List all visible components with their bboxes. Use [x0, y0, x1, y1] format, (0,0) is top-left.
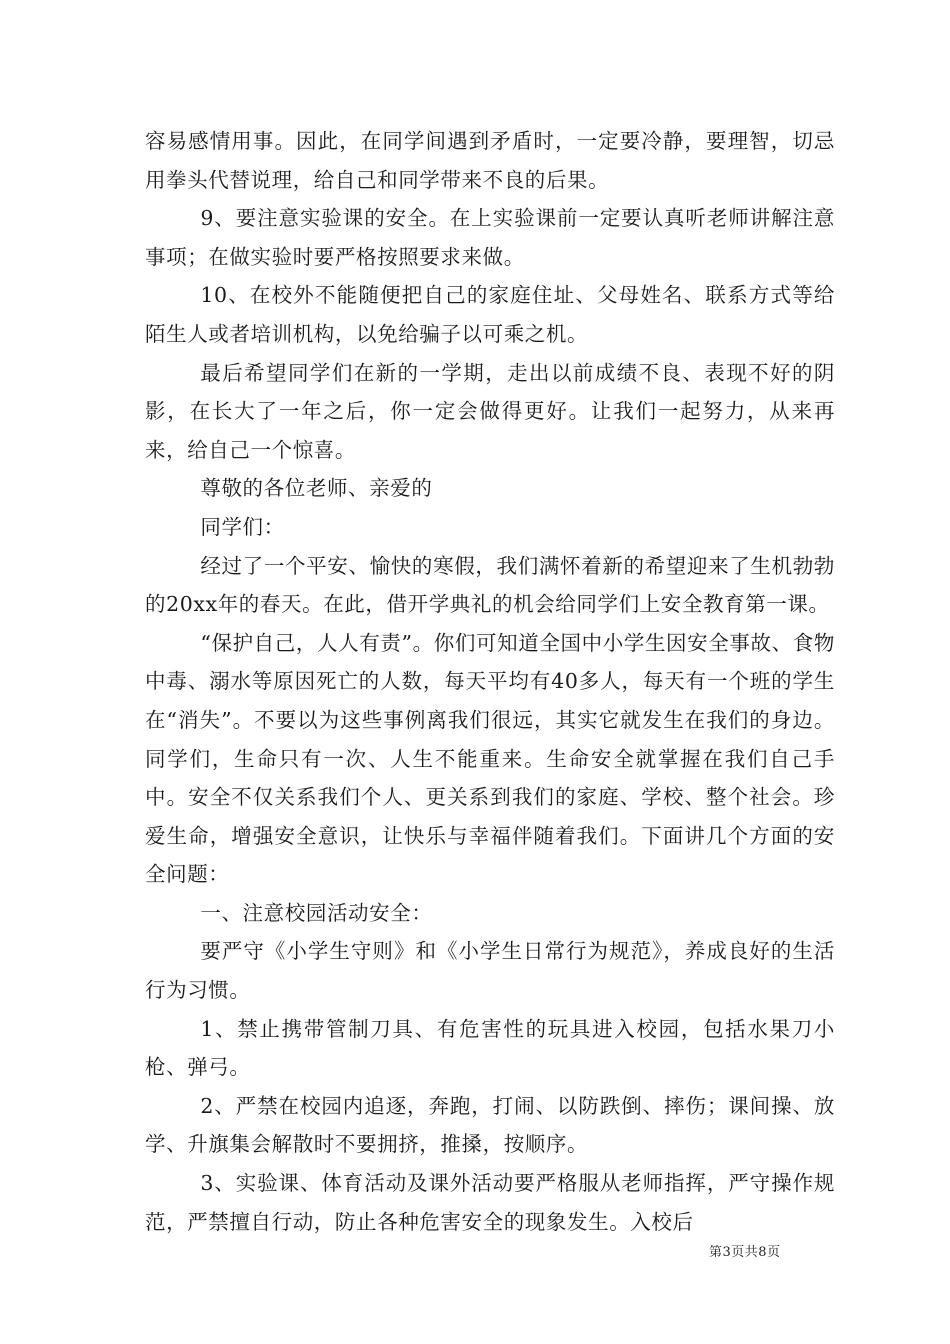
paragraph-intro: 经过了一个平安、愉快的寒假，我们满怀着新的希望迎来了生机勃勃的20xx年的春天。在此，借开学典礼的机会给同学们上安全教育第一课。: [145, 553, 835, 617]
paragraph-continuation: 容易感情用事。因此，在同学间遇到矛盾时，一定要冷静，要理智，切忌用拳头代替说理，给自己和同学带来不良的后果。: [145, 129, 835, 192]
section-heading-campus-safety: 一、注意校园活动安全：: [200, 900, 433, 925]
paragraph-item-10: 10、在校外不能随便把自己的家庭住址、父母姓名、联系方式等给陌生人或者培训机构，以免给骗子以可乘之机。: [145, 283, 835, 346]
paragraph-rule-3: 3、实验课、体育活动及课外活动要严格服从老师指挥，严守操作规范，严禁擅自行动，防止各种危害安全的现象发生。入校后: [145, 1171, 835, 1234]
paragraph-item-9: 9、要注意实验课的安全。在上实验课前一定要认真听老师讲解注意事项；在做实验时要严格按照要求来做。: [145, 206, 835, 269]
paragraph-salutation-cont: 同学们：: [200, 514, 285, 539]
paragraph-salutation: 尊敬的各位老师、亲爱的: [200, 476, 433, 501]
paragraph-rules: 要严守《小学生守则》和《小学生日常行为规范》，养成良好的生活行为习惯。: [145, 939, 835, 1003]
paragraph-rule-2: 2、严禁在校园内追逐，奔跑，打闹、以防跌倒、摔伤；课间操、放学、升旗集会解散时不要拥挤，推搡，按顺序。: [145, 1093, 835, 1157]
page-number-footer: 第3页共8页: [709, 1245, 781, 1260]
paragraph-rule-1: 1、禁止携带管制刀具、有危害性的玩具进入校园，包括水果刀小枪、弹弓。: [145, 1016, 835, 1080]
paragraph-closing: 最后希望同学们在新的一学期，走出以前成绩不良、表现不好的阴影，在长大了一年之后，你一定会做得更好。让我们一起努力，从来再来，给自己一个惊喜。: [145, 360, 835, 462]
paragraph-safety-overview: “保护自己，人人有责”。你们可知道全国中小学生因安全事故、食物中毒、溺水等原因死亡的人数，每天平均有40多人，每天有一个班的学生在“消失”。不要以为这些事例离我们很远，其实它就发生在我们的身边。同学们，生命只有一次、人生不能重来。生命安全就掌握在我们自己手中。安全不仅关系我们个人、更关系到我们的家庭、学校、整个社会。珍爱生命，增强安全意识，让快乐与幸福伴随着我们。下面讲几个方面的安全问题：: [145, 630, 835, 887]
document-body: [145, 122, 835, 1241]
